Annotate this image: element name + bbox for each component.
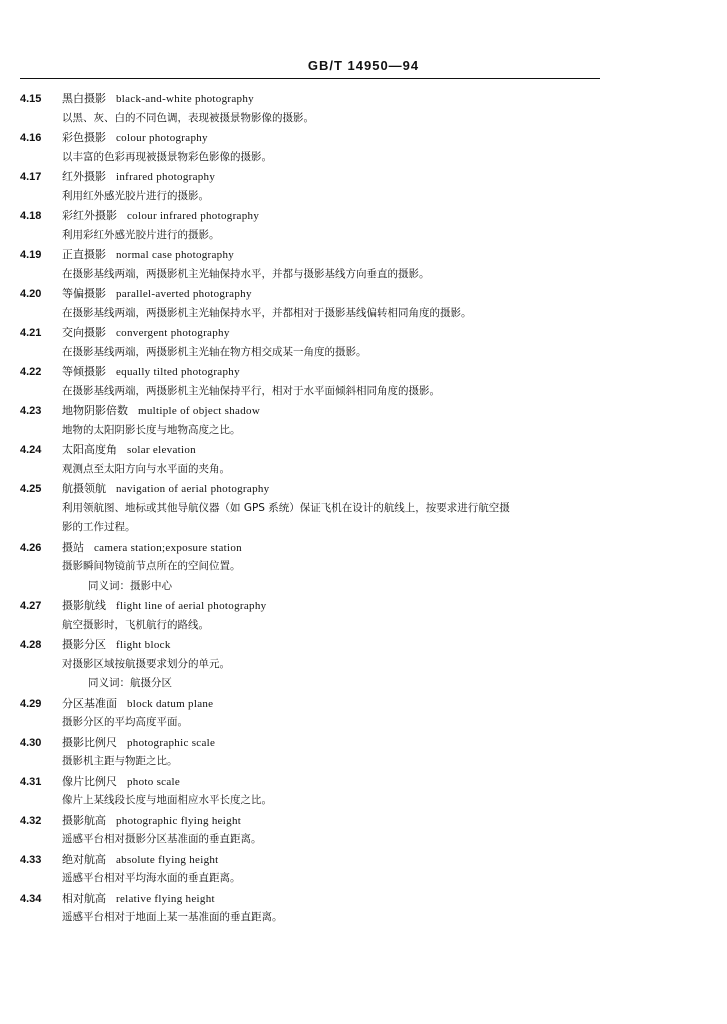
term-number: 4.22	[20, 366, 42, 378]
term-chinese: 摄站	[62, 540, 84, 554]
term-number: 4.27	[20, 600, 42, 612]
term-english: multiple of object shadow	[138, 405, 261, 417]
term-chinese: 太阳高度角	[62, 443, 117, 456]
term-definition: 在摄影基线两端，两摄影机主光轴保持水平，并都与摄影基线方向垂直的摄影。	[62, 267, 430, 280]
term-entry	[20, 284, 610, 323]
term-chinese: 交向摄影	[62, 326, 106, 339]
term-definition: 影的工作过程。	[62, 521, 136, 533]
terms-list	[20, 89, 610, 928]
term-definition: 遥感平台相对平均海水面的垂直距离。	[62, 872, 241, 884]
term-chinese: 彩色摄影	[62, 131, 106, 144]
term-number: 4.21	[20, 327, 42, 339]
term-definition: 摄影机主距与物距之比。	[62, 755, 178, 767]
term-definition: 摄影瞬间物镜前节点所在的空间位置。	[62, 560, 241, 572]
term-english: relative flying height	[116, 892, 215, 905]
term-english: flight block	[116, 639, 171, 651]
term-definition: 在摄影基线两端，两摄影机主光轴保持水平，并都相对于摄影基线偏转相同角度的摄影。	[62, 306, 472, 319]
term-number: 4.29	[20, 697, 42, 710]
term-number: 4.18	[20, 210, 42, 222]
term-entry	[20, 889, 610, 928]
term-english: photographic flying height	[116, 814, 242, 827]
term-chinese: 等偏摄影	[62, 287, 106, 300]
term-heading	[20, 811, 610, 831]
term-heading	[20, 206, 610, 226]
term-heading	[20, 889, 610, 909]
term-english: infrared photography	[116, 171, 216, 183]
term-entry	[20, 596, 610, 635]
term-english: photographic scale	[127, 736, 216, 749]
term-chinese: 分区基准面	[62, 696, 117, 710]
term-number: 4.31	[20, 775, 42, 788]
term-heading	[20, 538, 610, 558]
term-number: 4.16	[20, 132, 42, 144]
term-heading	[20, 128, 610, 148]
term-chinese: 摄影比例尺	[62, 735, 117, 749]
term-chinese: 黑白摄影	[62, 92, 106, 105]
term-english: navigation of aerial photography	[116, 483, 270, 495]
term-definition: 在摄影基线两端，两摄影机主光轴在物方相交成某一角度的摄影。	[62, 345, 367, 358]
term-definition: 对摄影区域按航摄要求划分的单元。	[62, 657, 230, 670]
term-chinese: 绝对航高	[62, 852, 106, 866]
term-english: camera station;exposure station	[94, 541, 242, 554]
term-english: black-and-white photography	[116, 93, 254, 105]
term-entry	[20, 694, 610, 733]
term-heading	[20, 362, 610, 382]
term-entry	[20, 811, 610, 850]
term-english: flight line of aerial photography	[116, 600, 267, 612]
term-entry	[20, 538, 610, 597]
term-english: normal case photography	[116, 249, 235, 261]
term-entry	[20, 772, 610, 811]
term-chinese: 彩红外摄影	[62, 209, 117, 222]
term-heading	[20, 635, 610, 655]
term-heading	[20, 479, 610, 499]
term-heading	[20, 245, 610, 265]
term-synonym: 同义词：航摄分区	[88, 677, 172, 689]
term-number: 4.24	[20, 444, 42, 456]
term-chinese: 正直摄影	[62, 248, 106, 261]
term-entry	[20, 206, 610, 245]
term-synonym: 同义词：摄影中心	[88, 579, 172, 592]
term-entry	[20, 128, 610, 167]
term-english: convergent photography	[116, 327, 230, 339]
term-number: 4.25	[20, 483, 42, 495]
term-heading	[20, 284, 610, 304]
term-heading	[20, 401, 610, 421]
term-heading	[20, 596, 610, 616]
term-heading	[20, 694, 610, 714]
term-chinese: 像片比例尺	[62, 774, 117, 788]
term-english: absolute flying height	[116, 853, 219, 866]
term-definition: 遥感平台相对摄影分区基准面的垂直距离。	[62, 833, 262, 845]
term-definition: 利用红外感光胶片进行的摄影。	[62, 189, 209, 202]
term-entry	[20, 479, 610, 538]
term-english: photo scale	[127, 775, 181, 788]
term-heading	[20, 323, 610, 343]
term-definition: 航空摄影时，飞机航行的路线。	[62, 618, 209, 631]
term-definition: 观测点至太阳方向与水平面的夹角。	[62, 462, 230, 475]
term-definition: 摄影分区的平均高度平面。	[62, 716, 188, 728]
term-number: 4.28	[20, 639, 42, 651]
term-chinese: 红外摄影	[62, 170, 106, 183]
term-english: solar elevation	[127, 444, 196, 456]
term-definition: 像片上某线段长度与地面相应水平长度之比。	[62, 794, 272, 806]
term-definition: 遥感平台相对于地面上某一基准面的垂直距离。	[62, 911, 283, 923]
term-number: 4.26	[20, 541, 42, 554]
term-heading	[20, 733, 610, 753]
term-entry	[20, 635, 610, 694]
term-definition: 利用领航图、地标或其他导航仪器（如 GPS 系统）保证飞机在设计的航线上，按要求进行航空摄	[62, 501, 510, 514]
term-definition: 地物的太阳阴影长度与地物高度之比。	[62, 423, 241, 436]
term-entry	[20, 733, 610, 772]
term-entry	[20, 167, 610, 206]
term-heading	[20, 440, 610, 460]
term-entry	[20, 440, 610, 479]
term-number: 4.17	[20, 171, 42, 183]
term-heading	[20, 167, 610, 187]
term-heading	[20, 772, 610, 792]
term-english: equally tilted photography	[116, 366, 240, 378]
header-rule	[20, 78, 600, 79]
term-chinese: 相对航高	[62, 891, 106, 905]
term-chinese: 地物阴影倍数	[62, 404, 128, 417]
term-entry	[20, 401, 610, 440]
term-chinese: 摄影航线	[62, 599, 106, 612]
term-number: 4.33	[20, 853, 42, 866]
term-entry	[20, 323, 610, 362]
term-chinese: 摄影分区	[62, 638, 106, 651]
term-definition: 以丰富的色彩再现被摄景物彩色影像的摄影。	[62, 150, 272, 163]
term-entry	[20, 850, 610, 889]
term-number: 4.30	[20, 736, 42, 749]
term-chinese: 等倾摄影	[62, 365, 106, 378]
term-definition: 以黑、灰、白的不同色调，表现被摄景物影像的摄影。	[62, 111, 314, 124]
term-english: parallel-averted photography	[116, 288, 252, 300]
term-number: 4.23	[20, 405, 42, 417]
term-number: 4.20	[20, 288, 42, 300]
term-number: 4.15	[20, 93, 42, 105]
term-english: colour infrared photography	[127, 210, 260, 222]
term-chinese: 航摄领航	[62, 482, 106, 495]
term-number: 4.32	[20, 814, 42, 827]
term-entry	[20, 245, 610, 284]
term-heading	[20, 850, 610, 870]
term-entry	[20, 362, 610, 401]
page-header: GB/T 14950—94	[307, 58, 420, 73]
term-number: 4.34	[20, 892, 42, 905]
term-english: colour photography	[116, 132, 208, 144]
term-heading	[20, 89, 610, 109]
term-entry	[20, 89, 610, 128]
term-chinese: 摄影航高	[62, 813, 106, 827]
term-number: 4.19	[20, 249, 42, 261]
term-english: block datum plane	[127, 697, 214, 710]
term-definition: 利用彩红外感光胶片进行的摄影。	[62, 228, 220, 241]
term-definition: 在摄影基线两端，两摄影机主光轴保持平行，相对于水平面倾斜相同角度的摄影。	[62, 384, 440, 397]
